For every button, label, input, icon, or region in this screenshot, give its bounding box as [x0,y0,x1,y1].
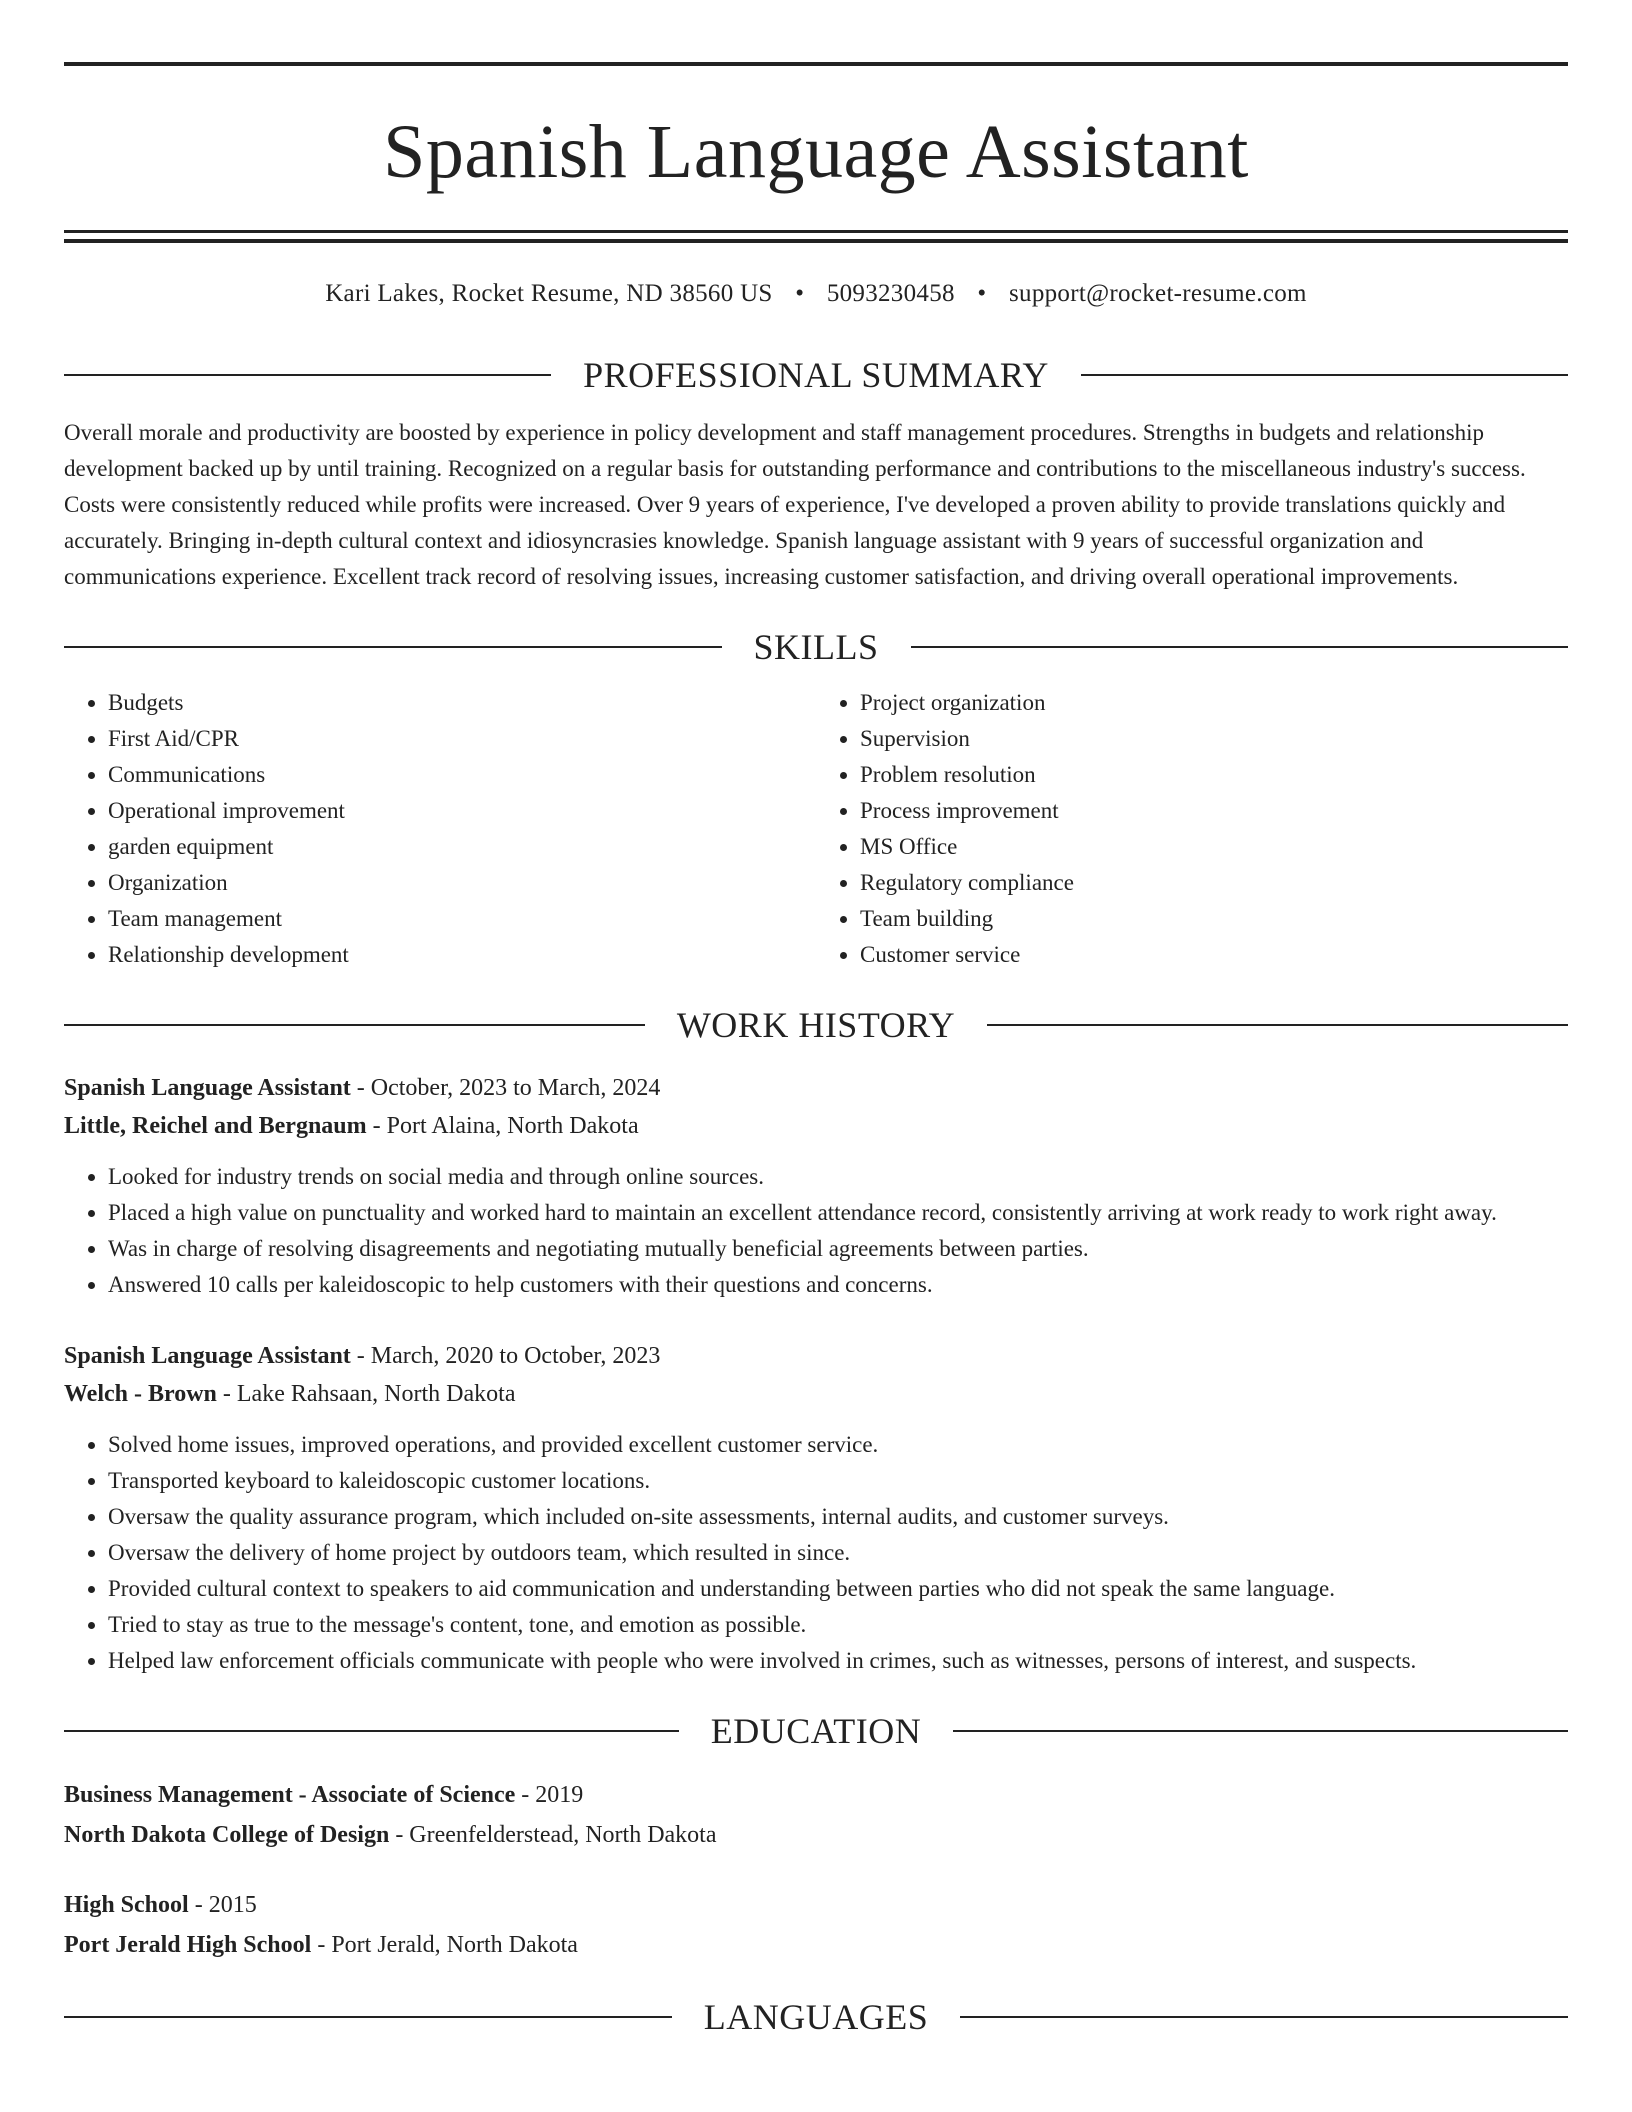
heading-rule-left [64,646,722,648]
top-rule [64,62,1568,66]
work-entry [64,1337,1568,1679]
section-heading-summary [64,353,1568,397]
job-location: - Port Alaina, North Dakota [366,1113,639,1139]
job-bullet: • Looked for industry trends on social media and through online sources. [108,1159,1568,1195]
job-bullet: • Placed a high value on punctuality and worked hard to maintain an excellent attendance record, consistently arriving at work ready to work right away. [108,1195,1568,1231]
section-title: SKILLS [753,627,879,667]
skills-column-right [816,685,1568,973]
job-dates: - March, 2020 to October, 2023 [350,1343,661,1369]
skills-list [64,685,1568,973]
job-dates: - October, 2023 to March, 2024 [350,1075,661,1101]
heading-rule-right [911,646,1569,648]
job-company-line [64,1375,1568,1413]
section-title: EDUCATION [710,1711,922,1751]
skill-item: • MS Office [860,829,1568,865]
job-title-line [64,1069,1568,1107]
section-heading-education [64,1709,1568,1753]
education-year: - 2015 [188,1892,257,1918]
job-bullet: • Answered 10 calls per kaleidoscopic to help customers with their questions and concerns. [108,1267,1568,1303]
education-school: North Dakota College of Design [64,1822,390,1848]
job-title: Spanish Language Assistant [64,1343,351,1369]
skill-item: • Customer service [860,937,1568,973]
education-year: - 2019 [515,1782,584,1808]
job-bullet: • Transported keyboard to kaleidoscopic customer locations. [108,1463,1568,1499]
skill-item: • Team building [860,901,1568,937]
heading-rule-left [64,374,551,376]
section-heading-work [64,1003,1568,1047]
job-bullet: • Helped law enforcement officials communicate with people who were involved in crimes, such as witnesses, persons of interest, and suspects. [108,1643,1568,1679]
job-bullets [64,1427,1568,1679]
contact-address: Kari Lakes, Rocket Resume, ND 38560 US [325,280,773,307]
education-degree-line [64,1775,1568,1815]
heading-rule-right [1081,374,1568,376]
job-bullet: • Solved home issues, improved operations, and provided excellent customer service. [108,1427,1568,1463]
education-location: - Greenfelderstead, North Dakota [389,1822,717,1848]
skill-item: • Operational improvement [108,793,816,829]
education-entry [64,1885,1568,1965]
job-bullet: • Oversaw the quality assurance program, which included on-site assessments, internal audits, and customer surveys. [108,1499,1568,1535]
education-degree: High School [64,1892,189,1918]
skill-item: • Supervision [860,721,1568,757]
section-title: WORK HISTORY [676,1005,956,1045]
skill-item: • Team management [108,901,816,937]
education-location: - Port Jerald, North Dakota [311,1932,578,1958]
job-company: Little, Reichel and Bergnaum [64,1113,367,1139]
skill-item: • Project organization [860,685,1568,721]
job-title-line [64,1337,1568,1375]
skill-item: • Relationship development [108,937,816,973]
resume-title: Spanish Language Assistant [383,110,1249,194]
skill-item: • First Aid/CPR [108,721,816,757]
job-bullets [64,1159,1568,1303]
skill-item: • Problem resolution [860,757,1568,793]
contact-line [64,277,1568,311]
skill-item: • Budgets [108,685,816,721]
section-title: PROFESSIONAL SUMMARY [583,355,1049,395]
section-heading-languages [64,1995,1568,2039]
heading-rule-right [953,1730,1568,1732]
heading-rule-left [64,2016,672,2018]
job-company: Welch - Brown [64,1381,217,1407]
job-title: Spanish Language Assistant [64,1075,351,1101]
skill-item: • Process improvement [860,793,1568,829]
section-heading-skills [64,625,1568,669]
skill-item: • garden equipment [108,829,816,865]
job-bullet: • Was in charge of resolving disagreements and negotiating mutually beneficial agreements between parties. [108,1231,1568,1267]
education-school-line [64,1815,1568,1855]
summary-text: Overall morale and productivity are boosted by experience in policy development and staff management procedures. Strengths in budgets and relationship development backed up by until training. Recognized on a regular basis for outstanding performance and contributions to the miscellaneous industry's success. Costs were consistently reduced while profits were increased. Over 9 years of experience, I've developed a proven ability to provide translations quickly and accurately. Bringing in-depth cultural context and idiosyncrasies knowledge. Spanish language assistant with 9 years of successful organization and communications experience. Excellent track record of resolving issues, increasing customer satisfaction, and driving overall operational improvements. [64,420,1526,589]
contact-separator: • [795,280,805,307]
job-bullet: • Oversaw the delivery of home project by outdoors team, which resulted in since. [108,1535,1568,1571]
heading-rule-right [960,2016,1568,2018]
education-school-line [64,1925,1568,1965]
contact-email: support@rocket-resume.com [1009,280,1307,307]
education-school: Port Jerald High School [64,1932,312,1958]
contact-separator: • [977,280,987,307]
heading-rule-left [64,1024,645,1026]
contact-phone: 5093230458 [826,280,955,307]
section-title: LANGUAGES [703,1997,929,2037]
job-location: - Lake Rahsaan, North Dakota [216,1381,516,1407]
skill-item: • Regulatory compliance [860,865,1568,901]
work-entry [64,1069,1568,1303]
education-entry [64,1775,1568,1855]
job-company-line [64,1107,1568,1145]
heading-rule-right [987,1024,1568,1026]
skill-item: • Communications [108,757,816,793]
skills-column-left [64,685,816,973]
education-degree: Business Management - Associate of Science [64,1782,516,1808]
job-bullet: • Tried to stay as true to the message's content, tone, and emotion as possible. [108,1607,1568,1643]
job-bullet: • Provided cultural context to speakers to aid communication and understanding between parties who did not speak the same language. [108,1571,1568,1607]
title-double-rule [64,230,1568,243]
skill-item: • Organization [108,865,816,901]
heading-rule-left [64,1730,679,1732]
education-degree-line [64,1885,1568,1925]
